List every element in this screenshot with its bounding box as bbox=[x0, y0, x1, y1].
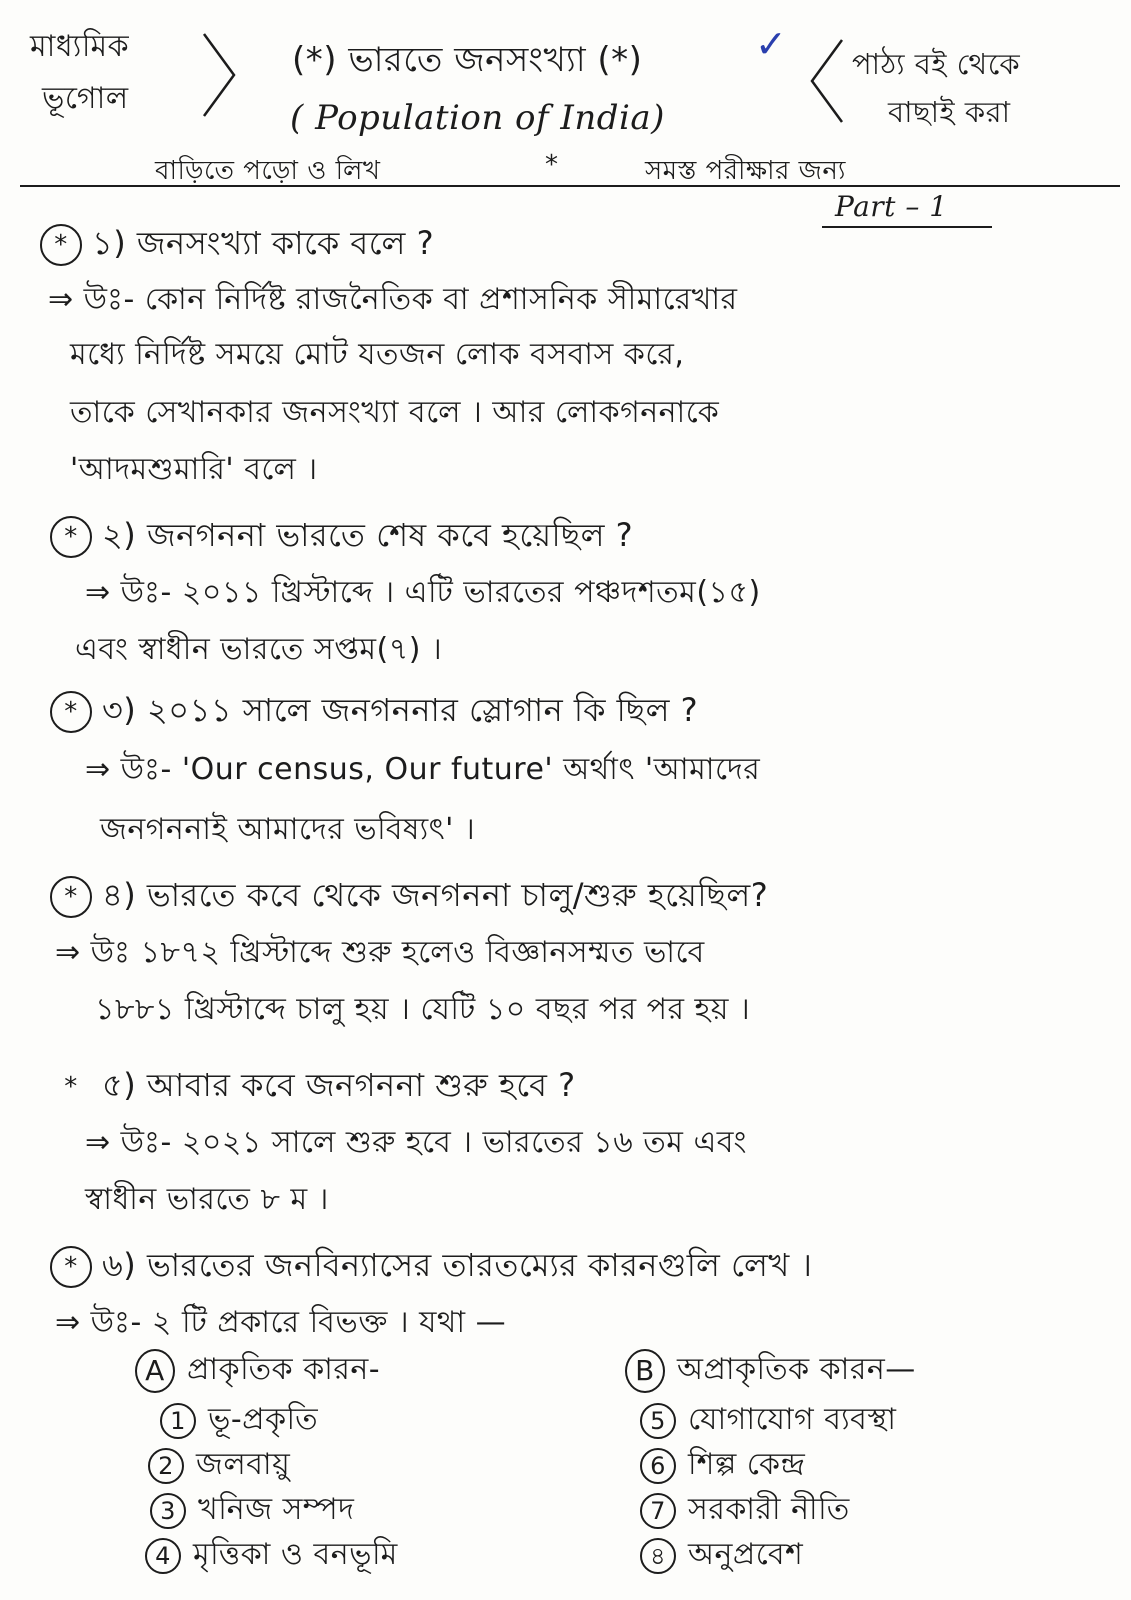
answer-5-line-2: স্বাধীন ভারতে ৮ ম । bbox=[85, 1182, 329, 1217]
item-number: 4 bbox=[145, 1538, 181, 1574]
question-text: ৬) ভারতের জনবিন্যাসের তারতম্যের কারনগুলি লেখ । bbox=[102, 1246, 813, 1284]
item-label: যোগাযোগ ব্যবস্থা bbox=[688, 1402, 897, 1437]
question-text: ৩) ২০১১ সালে জনগননার স্লোগান কি ছিল ? bbox=[102, 691, 699, 729]
check-mark-icon: ✓ bbox=[755, 22, 788, 66]
part-label: Part – 1 bbox=[835, 190, 948, 223]
answer-5-line-1: ⇒ উঃ- ২০২১ সালে শুরু হবে । ভারতের ১৬ তম এবং bbox=[85, 1125, 747, 1160]
answer-1-line-4: 'আদমশুমারি' বলে । bbox=[70, 452, 318, 487]
question-2 bbox=[50, 510, 633, 564]
natural-cause-item bbox=[148, 1440, 290, 1491]
question-text: ৪) ভারতে কবে থেকে জনগননা চালু/শুরু হয়েছিল? bbox=[102, 876, 769, 914]
non-natural-cause-item bbox=[640, 1530, 803, 1581]
natural-cause-item bbox=[160, 1395, 318, 1446]
star-marker-icon: * bbox=[64, 1072, 78, 1102]
non-natural-causes-title: অপ্রাকৃতিক কারন— bbox=[677, 1352, 916, 1387]
item-number: 7 bbox=[640, 1493, 676, 1529]
answer-4-line-1: ⇒ উঃ ১৮৭২ খ্রিস্টাব্দে শুরু হলেও বিজ্ঞানসম্মত ভাবে bbox=[55, 935, 705, 970]
item-number: 5 bbox=[640, 1403, 676, 1439]
star-marker-icon: * bbox=[50, 516, 92, 558]
item-label: অনুপ্রবেশ bbox=[688, 1537, 804, 1572]
answer-2-line-1: ⇒ উঃ- ২০১১ খ্রিস্টাব্দে । এটি ভারতের পঞ্চদশতম(১৫) bbox=[85, 575, 761, 610]
subject-label-line1: মাধ্যমিক bbox=[30, 29, 130, 64]
star-marker-icon: * bbox=[40, 224, 82, 266]
item-number: ৪ bbox=[640, 1538, 676, 1574]
right-angle-bracket-icon bbox=[200, 30, 240, 120]
star-marker-icon: * bbox=[50, 876, 92, 918]
non-natural-cause-item bbox=[640, 1440, 805, 1491]
item-number: 1 bbox=[160, 1403, 196, 1439]
answer-3-line-2: জনগননাই আমাদের ভবিষ্যৎ' । bbox=[100, 812, 476, 847]
natural-cause-item bbox=[145, 1530, 398, 1581]
question-1 bbox=[40, 218, 434, 272]
item-label: মৃত্তিকা ও বনভূমি bbox=[193, 1537, 398, 1572]
answer-1-line-3: তাকে সেখানকার জনসংখ্যা বলে । আর লোকগননাকে bbox=[70, 395, 720, 430]
item-label: শিল্প কেন্দ্র bbox=[688, 1447, 806, 1482]
item-label: জলবায়ু bbox=[196, 1447, 291, 1482]
item-number: 2 bbox=[148, 1448, 184, 1484]
left-angle-bracket-icon bbox=[806, 36, 846, 126]
natural-causes-heading bbox=[135, 1345, 380, 1396]
answer-3-line-1: ⇒ উঃ- 'Our census, Our future' অর্থাৎ 'আমাদের bbox=[85, 752, 761, 787]
answer-6-line-1: ⇒ উঃ- ২ টি প্রকারে বিভক্ত । যথা — bbox=[55, 1305, 507, 1340]
letter-a-marker: A bbox=[135, 1349, 175, 1393]
letter-b-marker: B bbox=[625, 1349, 665, 1393]
question-3 bbox=[50, 685, 698, 739]
page-title: (*) ভারতে জনসংখ্যা (*) bbox=[292, 40, 643, 80]
item-label: সরকারী নীতি bbox=[688, 1492, 850, 1527]
subtitle-star: * bbox=[545, 150, 559, 180]
item-number: 6 bbox=[640, 1448, 676, 1484]
star-marker-icon: * bbox=[50, 691, 92, 733]
subtitle-left: বাড়িতে পড়ো ও লিখ bbox=[155, 156, 381, 186]
answer-4-line-2: ১৮৮১ খ্রিস্টাব্দে চালু হয় । যেটি ১০ বছর পর পর হয় । bbox=[95, 992, 751, 1027]
item-number: 3 bbox=[150, 1493, 186, 1529]
natural-causes-title: প্রাকৃতিক কারন- bbox=[187, 1352, 381, 1387]
non-natural-causes-heading bbox=[625, 1345, 916, 1396]
question-6 bbox=[50, 1240, 812, 1294]
question-text: ১) জনসংখ্যা কাকে বলে ? bbox=[92, 224, 435, 262]
answer-2-line-2: এবং স্বাধীন ভারতে সপ্তম(৭) । bbox=[75, 632, 443, 667]
natural-cause-item bbox=[150, 1485, 354, 1536]
item-label: খনিজ সম্পদ bbox=[198, 1492, 355, 1527]
non-natural-cause-item bbox=[640, 1395, 896, 1446]
answer-1-line-1: ⇒ উঃ- কোন নির্দিষ্ট রাজনৈতিক বা প্রশাসনিক সীমারেখার bbox=[48, 282, 738, 317]
source-note-line2: বাছাই করা bbox=[888, 95, 1011, 129]
item-label: ভূ-প্রকৃতি bbox=[208, 1402, 319, 1437]
page-title-english: ( Population of India) bbox=[290, 98, 665, 138]
question-text: ৫) আবার কবে জনগননা শুরু হবে ? bbox=[102, 1066, 576, 1104]
header-divider bbox=[20, 185, 1120, 187]
subtitle-right: সমস্ত পরীক্ষার জন্য bbox=[645, 156, 846, 186]
source-note-line1: পাঠ্য বই থেকে bbox=[852, 47, 1021, 81]
question-4 bbox=[50, 870, 768, 924]
subject-label-line2: ভূগোল bbox=[42, 81, 129, 116]
answer-1-line-2: মধ্যে নির্দিষ্ট সময়ে মোট যতজন লোক বসবাস করে, bbox=[70, 337, 685, 372]
part-underline bbox=[822, 226, 992, 228]
star-marker-icon: * bbox=[50, 1246, 92, 1288]
question-text: ২) জনগননা ভারতে শেষ কবে হয়েছিল ? bbox=[102, 516, 634, 554]
question-5 bbox=[50, 1060, 576, 1114]
non-natural-cause-item bbox=[640, 1485, 850, 1536]
